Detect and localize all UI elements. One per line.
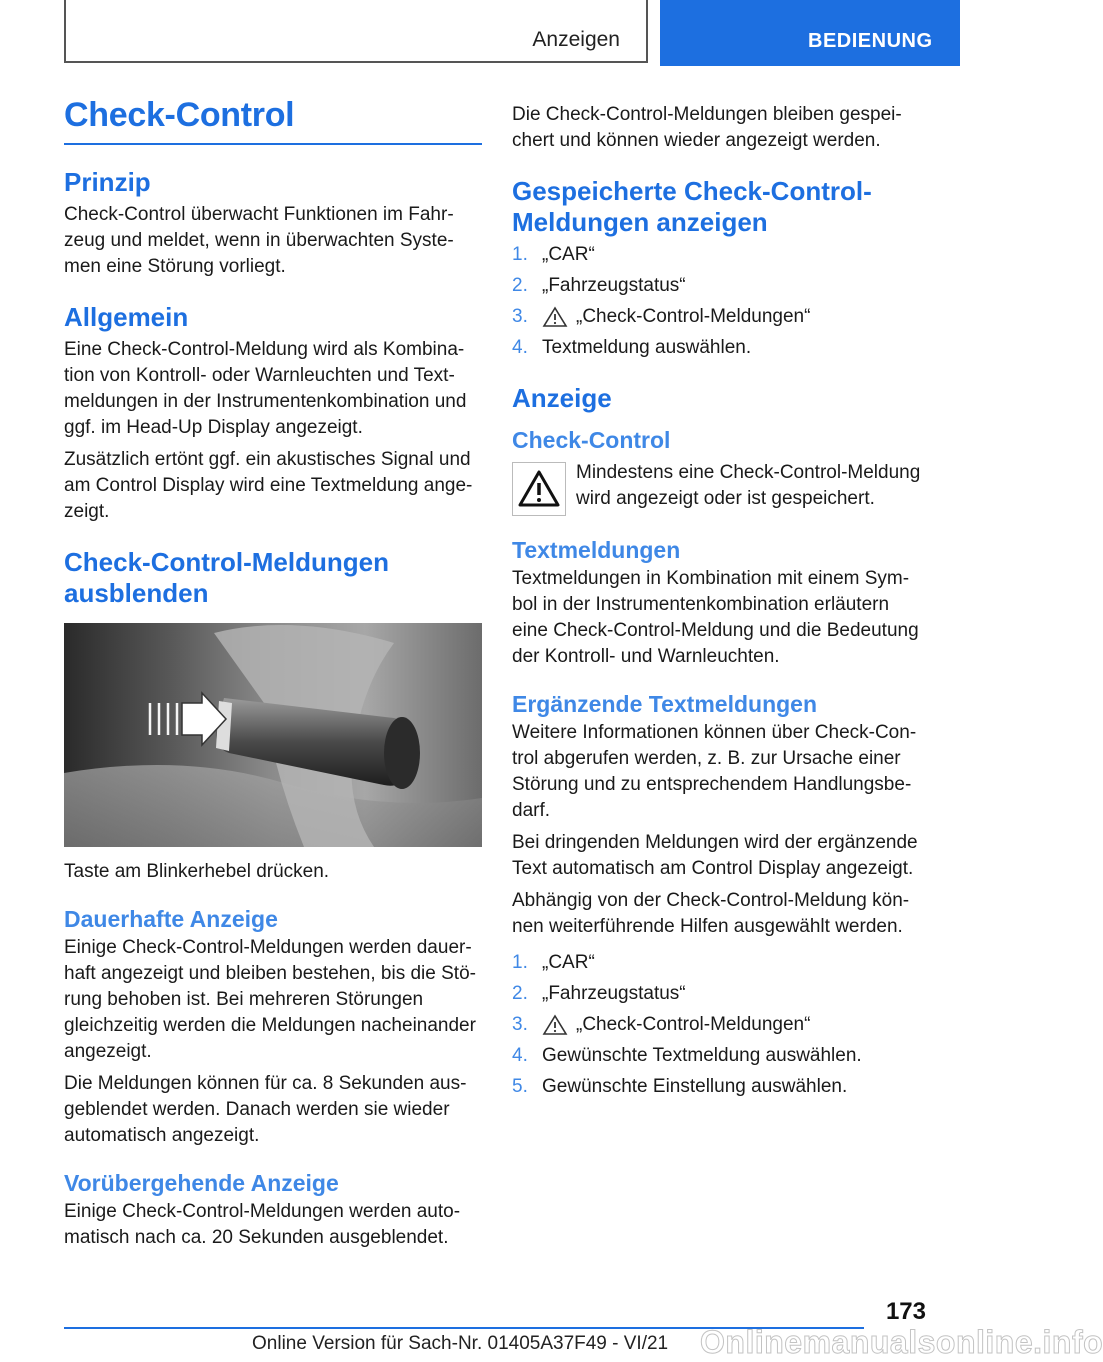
list-item: 2. „Fahrzeugstatus“ bbox=[512, 275, 686, 296]
paragraph-ergaenzend-2: Bei dringenden Meldungen wird der ergänzende Text automatisch am Control Display angezeigt. bbox=[512, 832, 918, 879]
header-chapter-tab: BEDIENUNG bbox=[660, 0, 960, 66]
paragraph-textmeldungen: Textmeldungen in Kombination mit einem Symbol in der Instrumentenkombination erläutern eine Check-Control-Meldung und die Bedeutung der Kontroll- und Warnleuchten. bbox=[512, 568, 919, 667]
heading-check-control: Check-Control bbox=[512, 427, 671, 453]
steps-list-stored bbox=[512, 242, 928, 361]
heading-dauerhaft: Dauerhafte Anzeige bbox=[64, 906, 278, 932]
heading-prinzip: Prinzip bbox=[64, 167, 151, 197]
check-control-symbol bbox=[512, 462, 566, 516]
steps-list-additional bbox=[512, 950, 928, 1100]
watermark-logo: Onlinemanualsonline.info bbox=[700, 1324, 1103, 1360]
warning-triangle-icon bbox=[542, 1014, 568, 1036]
check-control-symbol-row bbox=[512, 460, 928, 516]
right-column bbox=[512, 102, 928, 1105]
paragraph-dauerhaft-1: Einige Check-Control-Meldungen werden dauerhaft angezeigt und bleiben bestehen, bis die Störung behoben ist. Bei mehreren Störungen gleichzeitig werden die Meldungen nacheinander angezeigt. bbox=[64, 937, 476, 1062]
list-item: 1. „CAR“ bbox=[512, 952, 595, 973]
list-item: 3. „Check-Control-Meldungen“ bbox=[512, 1014, 811, 1035]
paragraph-intro: Die Check-Control-Meldungen bleiben gespeichert und können wieder angezeigt werden. bbox=[512, 104, 902, 151]
warning-triangle-icon bbox=[542, 306, 568, 328]
heading-voruebergehend: Vorübergehende Anzeige bbox=[64, 1170, 339, 1196]
heading-textmeldungen: Textmeldungen bbox=[512, 537, 681, 563]
header-frame bbox=[64, 0, 648, 63]
page-title: Check-Control bbox=[64, 96, 482, 145]
page-number: 173 bbox=[885, 1298, 926, 1325]
paragraph-dauerhaft-2: Die Meldungen können für ca. 8 Sekunden ausgeblendet werden. Danach werden sie wieder automatisch angezeigt. bbox=[64, 1073, 467, 1146]
left-column bbox=[64, 96, 482, 1257]
paragraph-prinzip: Check-Control überwacht Funktionen im Fahrzeug und meldet, wenn in überwachten Systemen eine Störung vorliegt. bbox=[64, 204, 454, 277]
header-section-title: Anzeigen bbox=[532, 28, 620, 51]
list-item: 1. „CAR“ bbox=[512, 244, 595, 265]
list-item: 3. „Check-Control-Meldungen“ bbox=[512, 306, 811, 327]
heading-allgemein: Allgemein bbox=[64, 302, 189, 332]
turn-signal-lever-figure bbox=[64, 623, 482, 847]
heading-ausblenden: Check-Control-Meldungen ausblenden bbox=[64, 547, 389, 608]
list-item: 4. Gewünschte Textmeldung auswählen. bbox=[512, 1045, 862, 1066]
paragraph-allgemein-1: Eine Check-Control-Meldung wird als Kombination von Kontroll- oder Warnleuchten und Textmeldungen in der Instrumentenkombination und ggf. im Head-Up Display angezeigt. bbox=[64, 339, 467, 438]
heading-ergaenzend: Ergänzende Textmeldungen bbox=[512, 691, 818, 717]
figure-caption: Taste am Blinkerhebel drücken. bbox=[64, 861, 330, 882]
paragraph-ergaenzend-3: Abhängig von der Check-Control-Meldung können weiterführende Hilfen ausgewählt werden. bbox=[512, 890, 910, 937]
heading-anzeige: Anzeige bbox=[512, 383, 612, 413]
paragraph-allgemein-2: Zusätzlich ertönt ggf. ein akustisches Signal und am Control Display wird eine Textmeldung angezeigt. bbox=[64, 449, 473, 522]
paragraph-check-control: Mindestens eine Check-Control-Meldung wird angezeigt oder ist gespeichert. bbox=[576, 462, 921, 509]
paragraph-ergaenzend-1: Weitere Informationen können über Check-Control abgerufen werden, z. B. zur Ursache einer Störung und zu entsprechendem Handlungsbedarf. bbox=[512, 722, 917, 821]
footer-version-text: Online Version für Sach-Nr. 01405A37F49 - VI/21 bbox=[252, 1333, 669, 1354]
list-item: 4. Textmeldung auswählen. bbox=[512, 337, 752, 358]
list-item: 2. „Fahrzeugstatus“ bbox=[512, 983, 686, 1004]
heading-gespeichert: Gespeicherte Check-Control-Meldungen anzeigen bbox=[512, 176, 872, 237]
lever-illustration bbox=[64, 623, 482, 847]
warning-triangle-icon bbox=[517, 469, 561, 509]
paragraph-voruebergehend: Einige Check-Control-Meldungen werden automatisch nach ca. 20 Sekunden ausgeblendet. bbox=[64, 1201, 461, 1248]
list-item: 5. Gewünschte Einstellung auswählen. bbox=[512, 1076, 848, 1097]
